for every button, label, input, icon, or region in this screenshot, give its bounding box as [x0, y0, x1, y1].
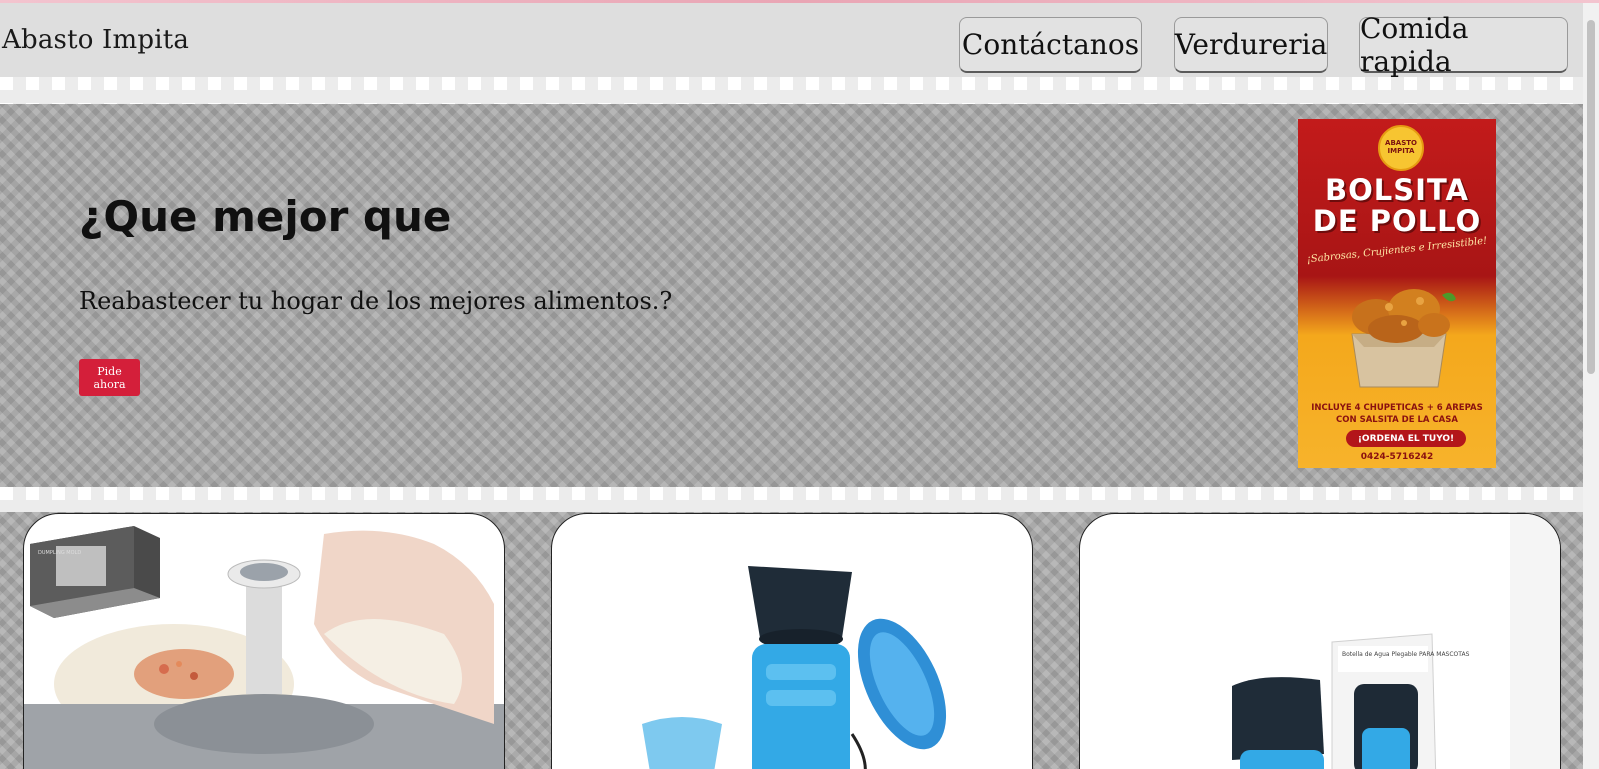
poster-title-line1: BOLSITA [1325, 173, 1469, 207]
dumpling-mold-image [24, 514, 505, 769]
decorative-pattern-strip [0, 77, 1583, 104]
product-card-pet-water-bottle-box[interactable] [1079, 513, 1561, 769]
page-scrollbar[interactable] [1583, 3, 1599, 769]
hero-section [0, 104, 1583, 487]
decorative-pattern-strip [0, 487, 1583, 512]
nav-contact-button[interactable]: Contáctanos [959, 17, 1142, 73]
pet-water-bottle-image [552, 514, 1033, 769]
dumpling-box-label: DUMPLING MOLD [38, 550, 82, 556]
brand-logo-text[interactable]: Abasto Impita [2, 25, 190, 55]
pet-bottle-box-label: Botella de Agua Plegable PARA MASCOTAS [1342, 651, 1470, 658]
site-header [0, 3, 1583, 77]
promo-poster[interactable] [1298, 119, 1496, 468]
poster-includes-line1: INCLUYE 4 CHUPETICAS + 6 AREPAS [1311, 403, 1483, 413]
nav-comida-rapida-button[interactable]: Comida rapida [1359, 17, 1568, 73]
nav-verdureria-button[interactable]: Verdureria [1174, 17, 1328, 73]
poster-cta: ¡ORDENA EL TUYO! [1346, 430, 1466, 447]
hero-subtitle: Reabastecer tu hogar de los mejores alimentos.? [79, 287, 673, 315]
poster-includes [1298, 402, 1496, 426]
pet-water-bottle-box-image [1080, 514, 1561, 769]
scrollbar-thumb[interactable] [1587, 20, 1595, 374]
poster-title [1298, 175, 1496, 237]
products-section [0, 512, 1583, 769]
order-now-button[interactable]: Pide ahora [79, 359, 140, 396]
product-card-dumpling-mold[interactable] [23, 513, 505, 769]
poster-tagline: ¡Sabrosas, Crujientes e Irresistible! [1306, 235, 1488, 266]
fried-chicken-image [1334, 279, 1464, 389]
poster-includes-line2: CON SALSITA DE LA CASA [1336, 415, 1458, 425]
poster-phone: 0424-5716242 [1360, 452, 1434, 462]
product-card-pet-water-bottle[interactable] [551, 513, 1033, 769]
poster-title-line2: DE POLLO [1312, 204, 1482, 238]
hero-title: ¿Que mejor que [79, 192, 452, 241]
poster-logo: ABASTO IMPITA [1378, 125, 1424, 171]
